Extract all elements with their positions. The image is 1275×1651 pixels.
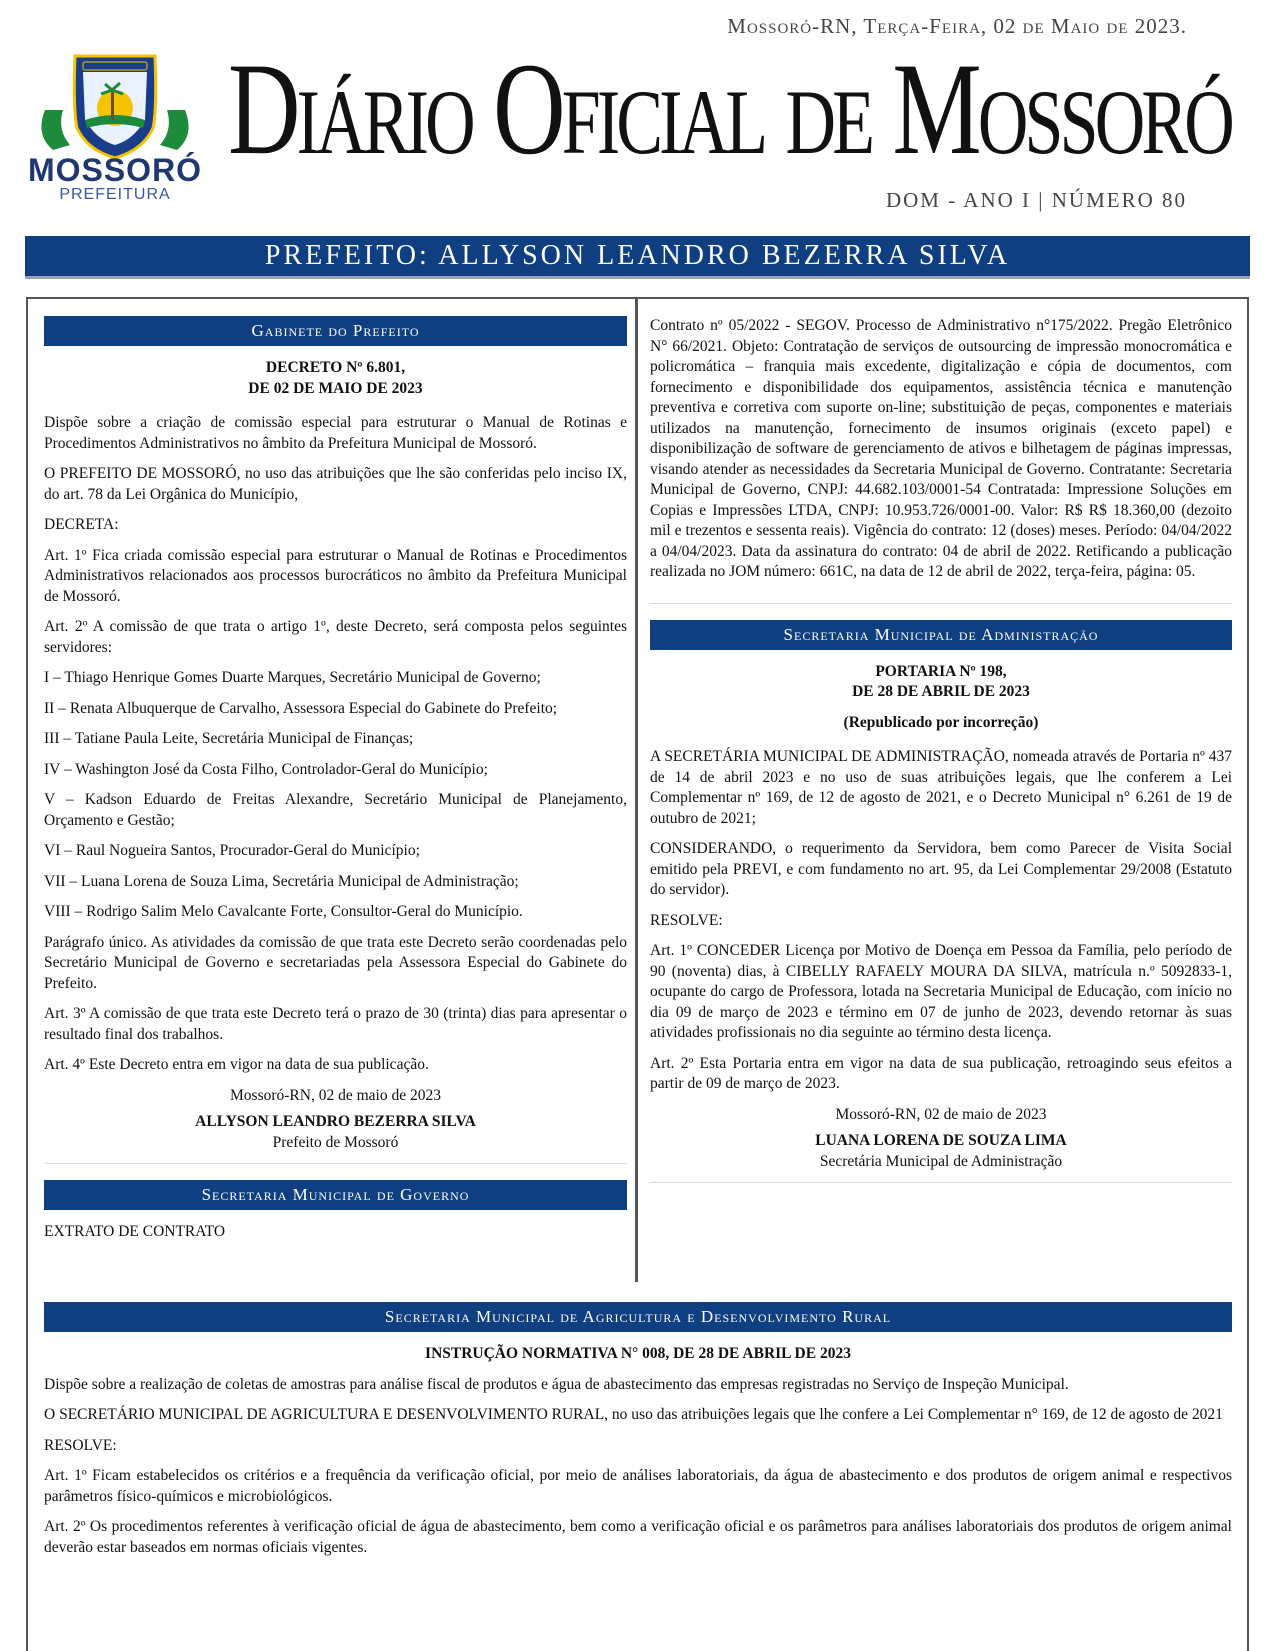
decree-decreta: DECRETA:	[44, 516, 119, 533]
instrucao-resolve: RESOLVE:	[44, 1436, 117, 1454]
portaria-republished-note: (Republicado por incorreção)	[843, 713, 1039, 731]
portaria-signer-role: Secretária Municipal de Administração	[819, 1152, 1063, 1170]
decree-art1: Art. 1º Fica criada comissão especial para estruturar o Manual de Rotinas e Procedimentos Administrativos relacionados aos processos burocráticos no âmbito da Prefeitura Municipal de Mossoró.	[44, 546, 627, 605]
decree-place-date: Mossoró-RN, 02 de maio de 2023	[230, 1086, 441, 1104]
portaria-signer: LUANA LORENA DE SOUZA LIMA	[815, 1132, 1067, 1149]
mayor-banner: PREFEITO: ALLYSON LEANDRO BEZERRA SILVA	[25, 236, 1250, 279]
instrucao-preamble: O SECRETÁRIO MUNICIPAL DE AGRICULTURA E DESENVOLVIMENTO RURAL, no uso das atribuições legais que lhe confere a Lei Complementar n° 169, de 12 de agosto de 2021	[44, 1406, 1223, 1423]
right-column	[650, 316, 1232, 1199]
masthead-title: Diário Oficial de Mossoró	[228, 35, 1231, 182]
left-column	[44, 316, 627, 1243]
portaria-resolve: RESOLVE:	[650, 911, 723, 929]
member-item: IV – Washington José da Costa Filho, Controlador-Geral do Município;	[44, 760, 488, 778]
decree-art2: Art. 2º A comissão de que trata o artigo 1º, deste Decreto, será composta pelos seguintes servidores:	[44, 618, 627, 656]
decree-signer-role: Prefeito de Mossoró	[272, 1133, 399, 1151]
portaria-considerando: CONSIDERANDO, o requerimento da Servidora, bem como Parecer de Visita Social emitido pela PREVI, e com fundamento no art. 95, da Lei Complementar 29/2008 (Estatuto do servidor).	[650, 840, 1232, 898]
dateline: Mossoró-RN, Terça-Feira, 02 de Maio de 2023.	[727, 14, 1187, 38]
member-item: II – Renata Albuquerque de Carvalho, Assessora Especial do Gabinete do Prefeito;	[44, 699, 558, 717]
decree-summary: Dispõe sobre a criação de comissão especial para estruturar o Manual de Rotinas e Procedimentos Administrativos no âmbito da Prefeitura Municipal de Mossoró.	[44, 414, 627, 452]
decree-preamble: O PREFEITO DE MOSSORÓ, no uso das atribuições que lhe são conferidas pelo inciso IX, do art. 78 da Lei Orgânica do Município,	[44, 465, 627, 503]
member-item: VI – Raul Nogueira Santos, Procurador-Geral do Município;	[44, 842, 420, 859]
portaria-title	[650, 662, 1232, 703]
member-item: V – Kadson Eduardo de Freitas Alexandre, Secretário Municipal de Planejamento, Orçamento e Gestão;	[44, 791, 627, 829]
logo-subtitle: PREFEITURA	[59, 186, 171, 203]
decree-art3: Art. 3º A comissão de que trata este Decreto terá o prazo de 30 (trinta) dias para apresentar o resultado final dos trabalhos.	[44, 1005, 627, 1043]
member-item: VIII – Rodrigo Salim Melo Cavalcante Forte, Consultor-Geral do Município.	[44, 903, 523, 920]
section-header-agricultura: Secretaria Municipal de Agricultura e Desenvolvimento Rural	[44, 1302, 1232, 1332]
portaria-place-date: Mossoró-RN, 02 de maio de 2023	[835, 1105, 1047, 1123]
portaria-number: PORTARIA Nº 198,	[875, 662, 1007, 680]
bottom-section	[44, 1302, 1232, 1568]
portaria-art1: Art. 1º CONCEDER Licença por Motivo de Doença em Pessoa da Família, pelo período de 90 (noventa) dias, à CIBELLY RAFAELY MOURA DA SILVA, matrícula n.º 5092833-1, ocupante do cargo de Professora, lotada na Secretaria Municipal de Educação, com início no dia 09 de março de 2023 e término em 07 de junho de 2023, devendo retornar às suas atividades profissionais no dia seguinte ao término desta licença.	[650, 942, 1232, 1041]
portaria-preamble: A SECRETÁRIA MUNICIPAL DE ADMINISTRAÇÃO, nomeada através de Portaria nº 437 de 14 de abril 2023 e no uso de suas atribuições legais, que lhe conferem a Lei Complementar nº 169, de 12 de agosto de 2021, e o Decreto Municipal n° 6.261 de 19 de outubro de 2021;	[650, 748, 1232, 827]
decree-number: DECRETO Nº 6.801,	[265, 359, 406, 376]
decree-signer: ALLYSON LEANDRO BEZERRA SILVA	[195, 1113, 476, 1130]
logo-name: MOSSORÓ	[27, 152, 203, 188]
contract-extract-text: Contrato nº 05/2022 - SEGOV. Processo de Administrativo n°175/2022. Pregão Eletrônico N° 66/2021. Objeto: Contratação de serviços de outsourcing de impressão monocromática e policromática – franquia mais excedente, digitalização e cópia de documentos, com fornecimento e disponibilidade dos equipamentos, assistência técnica e manutenção preventiva e corretiva com suporte on-line; substituição de peças, componentes e materiais utilizados na manutenção, fornecimento de insumos originais (exceto papel) e disponibilização de software de gerenciamento de ativos e bilhetagem de páginas impressas, visando atender as necessidades da Secretaria Municipal de Governo. Contratante: Secretaria Municipal de Governo, CNPJ: 44.682.103/0001-54 Contratada: Impressione Soluções em Copias e Impressões LTDA, CNPJ: 10.953.726/0001-00. Valor: R$ R$ 18.360,00 (dezoito mil e trezentos e sessenta reais). Vigência do contrato: 12 (doses) meses. Período: 04/04/2022 a 04/04/2023. Data da assinatura do contrato: 04 de abril de 2022. Retificando a publicação realizada no JOM número: 661C, na data de 12 de abril de 2022, terça-feira, página: 05.	[650, 317, 1232, 580]
portaria-art2: Art. 2º Esta Portaria entra em vigor na data de sua publicação, retroagindo seus efeitos a partir de 09 de março de 2023.	[650, 1054, 1232, 1092]
decree-paragrafo-unico: Parágrafo único. As atividades da comissão de que trata este Decreto serão coordenadas pelo Secretário Municipal de Governo e secretariadas pela Assessora Especial do Gabinete do Prefeito.	[44, 933, 627, 992]
section-header-governo: Secretaria Municipal de Governo	[44, 1180, 627, 1210]
separator	[650, 1182, 1232, 1183]
contract-extract-label: EXTRATO DE CONTRATO	[44, 1223, 226, 1240]
member-item: VII – Luana Lorena de Souza Lima, Secretária Municipal de Administração;	[44, 872, 519, 890]
separator	[650, 603, 1232, 604]
separator	[44, 1163, 627, 1164]
decree-art4: Art. 4º Este Decreto entra em vigor na data de sua publicação.	[44, 1056, 429, 1073]
instrucao-art2: Art. 2º Os procedimentos referentes à verificação oficial de água de abastecimento, bem como a verificação oficial e os parâmetros para análises laboratoriais dos produtos de origem animal deverão estar baseados em normas oficiais vigentes.	[44, 1518, 1232, 1556]
edition-number: DOM - ANO I | NÚMERO 80	[885, 188, 1187, 212]
column-divider	[635, 299, 638, 1282]
member-item: I – Thiago Henrique Gomes Duarte Marques, Secretário Municipal de Governo;	[44, 669, 541, 686]
section-header-gabinete: Gabinete do Prefeito	[44, 316, 627, 346]
instrucao-title: INSTRUÇÃO NORMATIVA N° 008, DE 28 DE ABRIL DE 2023	[425, 1345, 851, 1362]
portaria-date: DE 28 DE ABRIL DE 2023	[852, 683, 1030, 700]
section-header-administracao: Secretaria Municipal de Administração	[650, 620, 1232, 650]
decree-date: DE 02 DE MAIO DE 2023	[248, 379, 423, 397]
decree-title	[44, 358, 627, 399]
instrucao-art1: Art. 1º Ficam estabelecidos os critérios e a frequência da verificação oficial, por meio de análises laboratoriais, da água de abastecimento e dos produtos de origem animal e respectivos parâmetros físico-químicos e microbiológicos.	[44, 1467, 1232, 1505]
instrucao-summary: Dispõe sobre a realização de coletas de amostras para análise fiscal de produtos e água de abastecimento das empresas registradas no Serviço de Inspeção Municipal.	[44, 1375, 1069, 1393]
member-item: III – Tatiane Paula Leite, Secretária Municipal de Finanças;	[44, 730, 414, 747]
